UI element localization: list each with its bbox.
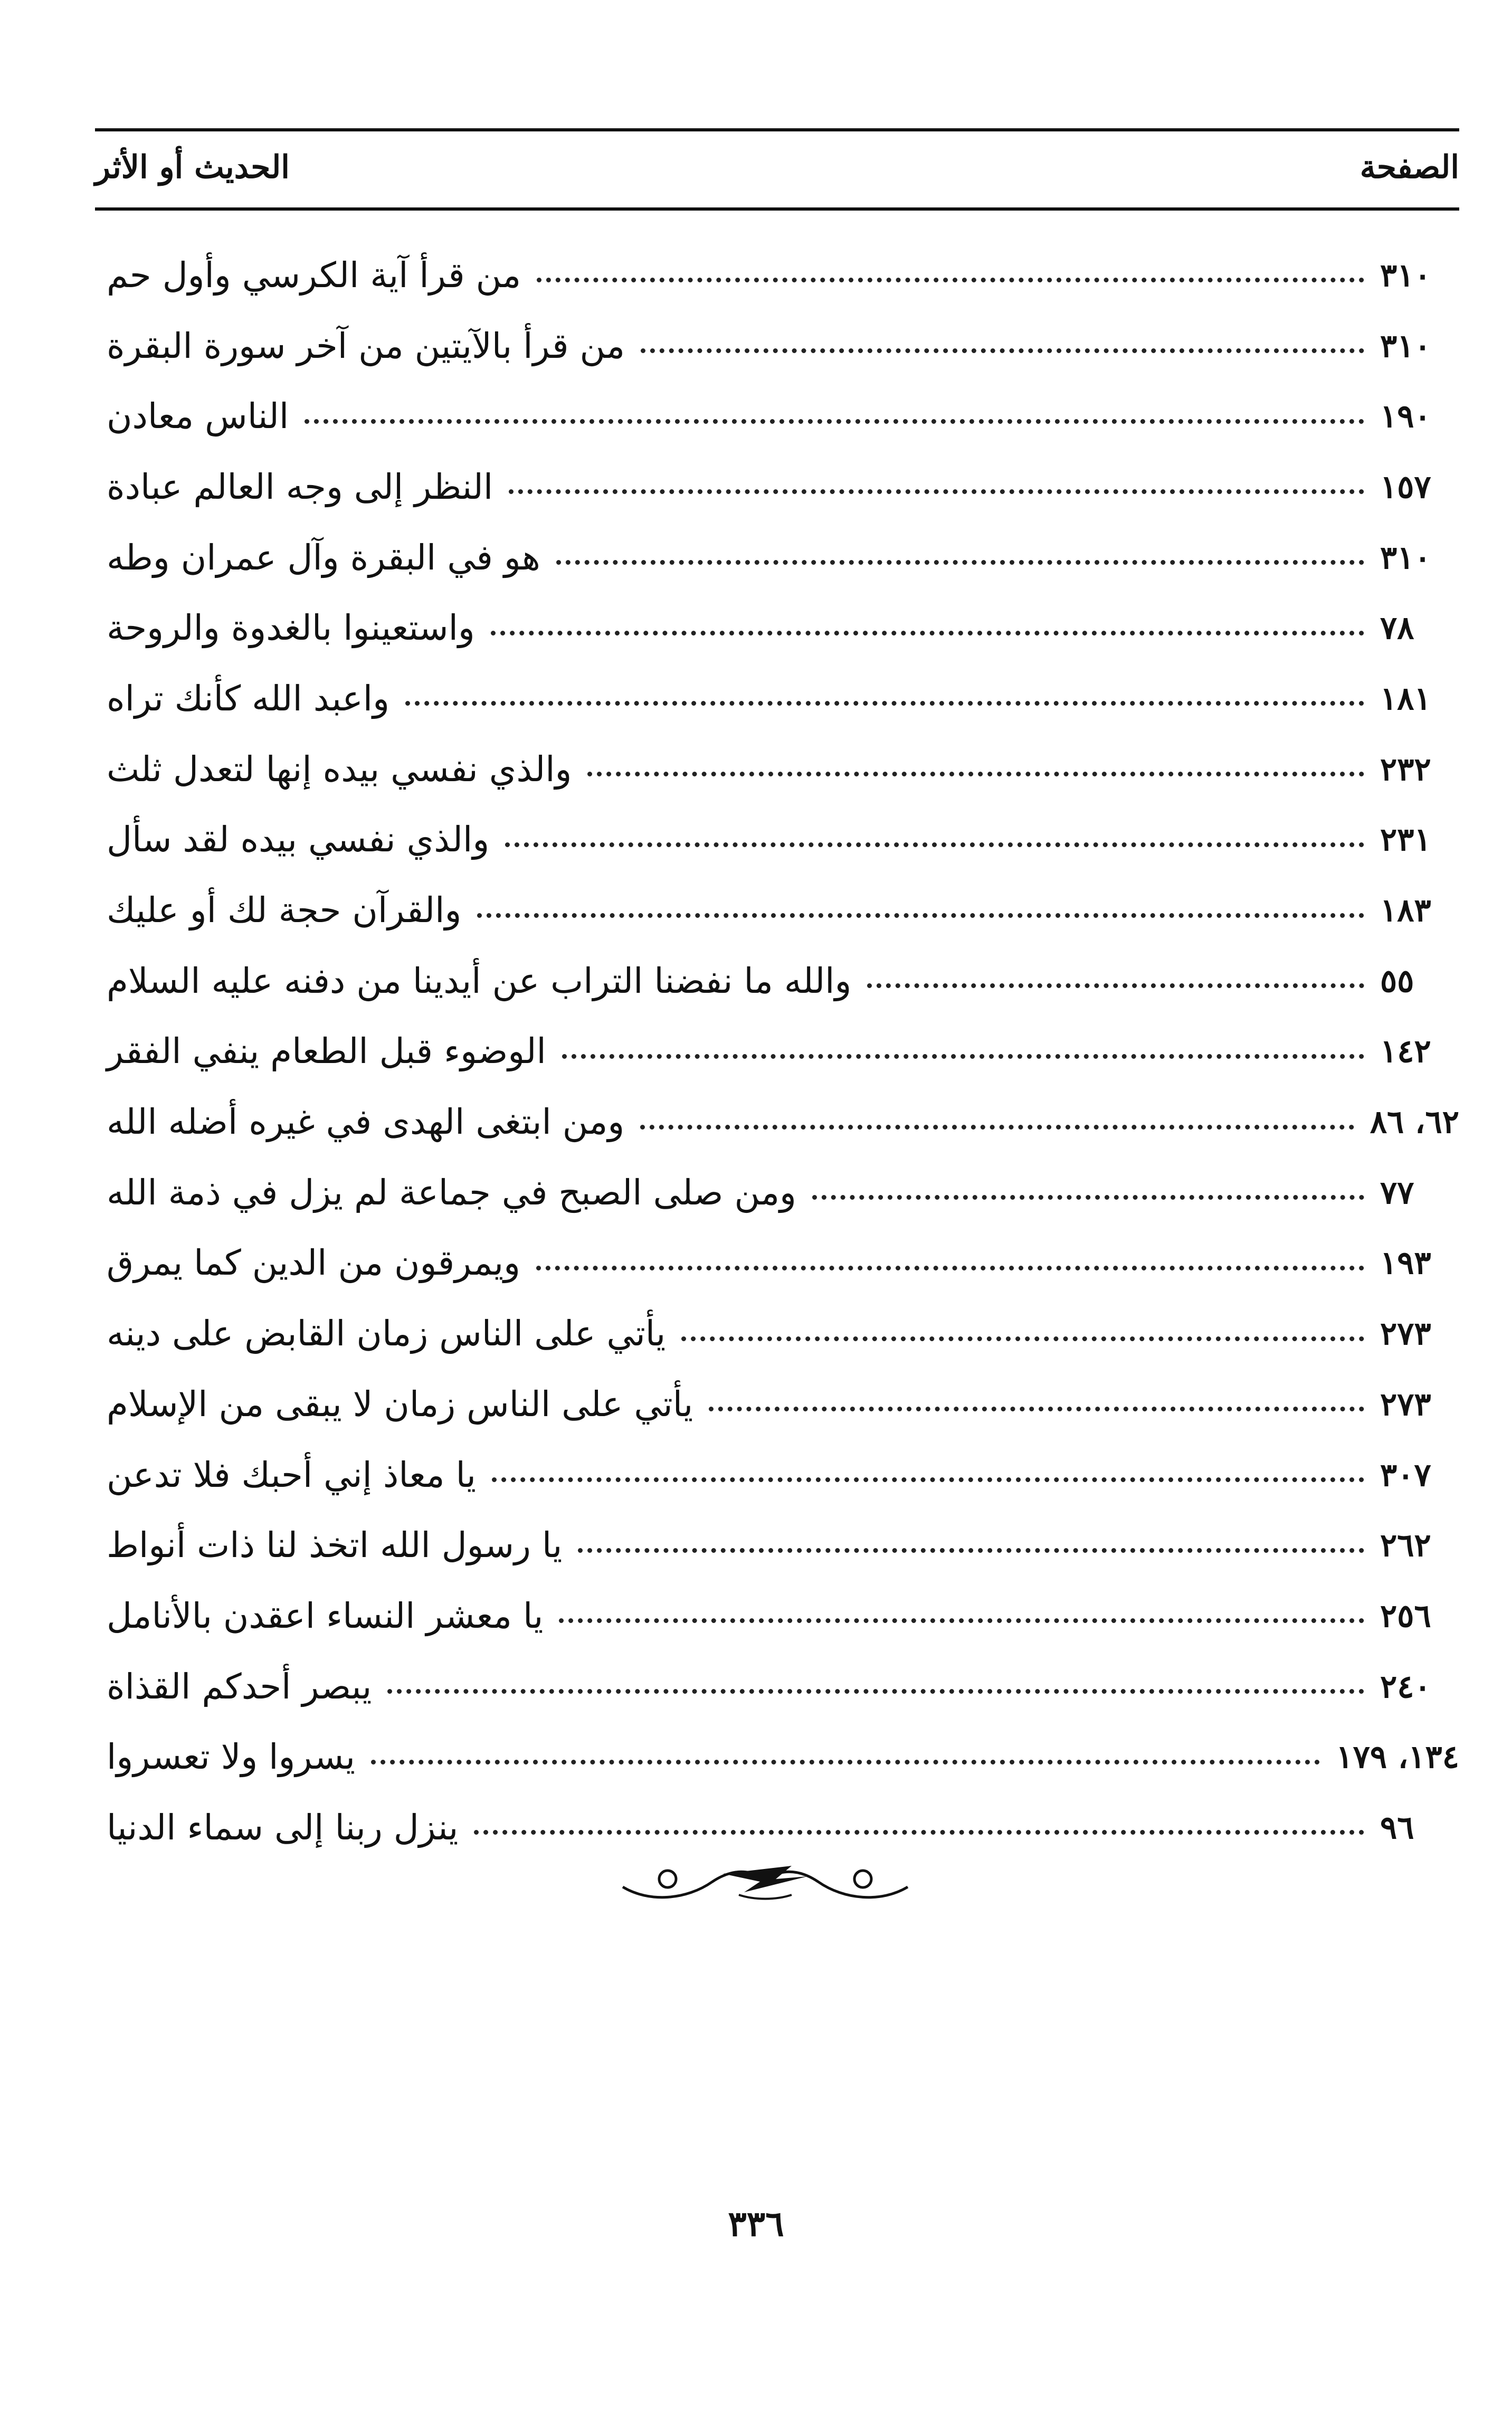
entry-page: ١٥٧ xyxy=(1380,468,1431,506)
dot-leader xyxy=(387,1689,1364,1694)
entry-text: واستعينوا بالغدوة والروحة xyxy=(107,608,475,649)
dot-leader xyxy=(505,842,1364,847)
dot-leader xyxy=(509,489,1364,494)
entry-text: ويمرقون من الدين كما يمرق xyxy=(107,1242,520,1284)
entry-text: والله ما نفضنا التراب عن أيدينا من دفنه عليه السلام xyxy=(107,960,852,1001)
entry-page: ١٤٢ xyxy=(1380,1033,1431,1070)
header-hadith-label: الحديث أو الأثر xyxy=(95,149,290,186)
entry-page: ١٩٣ xyxy=(1380,1245,1431,1282)
dot-leader xyxy=(641,348,1364,353)
entry-page: ٣٠٧ xyxy=(1380,1456,1431,1494)
index-header xyxy=(95,138,1459,196)
dot-leader xyxy=(492,1477,1364,1482)
entry-page: ٧٧ xyxy=(1380,1174,1414,1211)
index-entry xyxy=(95,875,1459,946)
entry-page: ٣١٠ xyxy=(1380,327,1431,365)
entry-text: ينزل ربنا إلى سماء الدنيا xyxy=(107,1807,459,1848)
dot-leader xyxy=(556,560,1364,565)
entry-text: الناس معادن xyxy=(107,396,289,437)
dot-leader xyxy=(405,701,1364,706)
entry-text: واعبد الله كأنك تراه xyxy=(107,678,389,719)
index-entry xyxy=(95,240,1459,311)
entry-text: والقرآن حجة لك أو عليك xyxy=(107,890,462,931)
entry-text: يا رسول الله اتخذ لنا ذات أنواط xyxy=(107,1525,563,1566)
entry-text: يا معاذ إني أحبك فلا تدعن xyxy=(107,1454,477,1495)
entry-text: والذي نفسي بيده إنها لتعدل ثلث xyxy=(107,748,572,790)
index-entry xyxy=(95,1581,1459,1652)
entry-text: من قرأ آية الكرسي وأول حم xyxy=(107,254,521,296)
entry-text: هو في البقرة وآل عمران وطه xyxy=(107,537,540,578)
index-entry xyxy=(95,311,1459,382)
index-entry xyxy=(95,452,1459,523)
entry-text: النظر إلى وجه العالم عبادة xyxy=(107,466,493,507)
entry-page: ٦٢، ٨٦ xyxy=(1370,1104,1459,1141)
index-entry xyxy=(95,1652,1459,1722)
entry-text: ومن صلى الصبح في جماعة لم يزل في ذمة الله xyxy=(107,1172,796,1213)
index-entry xyxy=(95,1228,1459,1299)
index-entry xyxy=(95,734,1459,805)
index-entry xyxy=(95,381,1459,452)
entry-text: والذي نفسي بيده لقد سأل xyxy=(107,819,490,860)
entry-page: ١٨٣ xyxy=(1380,892,1431,929)
index-entry xyxy=(95,1298,1459,1369)
dot-leader xyxy=(536,1266,1364,1270)
entry-page: ١٨١ xyxy=(1380,680,1431,717)
header-page-label: الصفحة xyxy=(1359,149,1459,186)
page-number: ٣٣٦ xyxy=(728,2203,784,2244)
entry-page: ٢٤٠ xyxy=(1380,1668,1431,1705)
entry-page: ٢٣٢ xyxy=(1380,751,1431,788)
index-entry xyxy=(95,1722,1459,1792)
entry-text: يأتي على الناس زمان لا يبقى من الإسلام xyxy=(107,1383,693,1425)
entry-text: الوضوء قبل الطعام ينفي الفقر xyxy=(107,1031,546,1072)
entry-page: ٢٧٣ xyxy=(1380,1386,1431,1423)
index-entry xyxy=(95,1369,1459,1440)
decorative-flourish xyxy=(617,1850,913,1908)
dot-leader xyxy=(537,278,1364,282)
entry-page: ٣١٠ xyxy=(1380,257,1431,294)
index-entry xyxy=(95,805,1459,876)
dot-leader xyxy=(562,1054,1364,1059)
entry-text: يبصر أحدكم القذاة xyxy=(107,1666,372,1707)
index-entry xyxy=(95,1017,1459,1087)
entry-text: يسروا ولا تعسروا xyxy=(107,1737,356,1778)
index-entry xyxy=(95,1440,1459,1511)
entry-page: ٣١٠ xyxy=(1380,539,1431,576)
entry-page: ١٩٠ xyxy=(1380,398,1431,435)
dot-leader xyxy=(578,1548,1364,1553)
dot-leader xyxy=(681,1336,1364,1341)
entry-page: ٥٥ xyxy=(1380,962,1414,1000)
index-entry xyxy=(95,1087,1459,1157)
entry-text: يا معشر النساء اعقدن بالأنامل xyxy=(107,1595,544,1636)
hadith-index-list xyxy=(95,240,1459,1863)
entry-text: ومن ابتغى الهدى في غيره أضله الله xyxy=(107,1102,625,1143)
dot-leader xyxy=(587,772,1364,776)
dot-leader xyxy=(474,1830,1364,1835)
header-bottom-rule xyxy=(95,207,1459,211)
header-top-rule xyxy=(95,128,1459,131)
dot-leader xyxy=(640,1125,1354,1130)
dot-leader xyxy=(305,419,1364,424)
entry-text: من قرأ بالآيتين من آخر سورة البقرة xyxy=(107,325,625,366)
dot-leader xyxy=(812,1195,1364,1200)
dot-leader xyxy=(371,1760,1320,1764)
index-entry xyxy=(95,523,1459,593)
dot-leader xyxy=(867,983,1364,988)
index-entry xyxy=(95,663,1459,734)
dot-leader xyxy=(709,1407,1364,1411)
entry-page: ٢٣١ xyxy=(1380,821,1431,859)
dot-leader xyxy=(559,1618,1364,1623)
index-entry xyxy=(95,593,1459,663)
entry-page: ٢٦٢ xyxy=(1380,1527,1431,1564)
entry-page: ٧٨ xyxy=(1380,610,1414,647)
dot-leader xyxy=(491,631,1364,635)
index-entry xyxy=(95,1157,1459,1228)
index-entry xyxy=(95,946,1459,1017)
index-entry xyxy=(95,1510,1459,1581)
entry-text: يأتي على الناس زمان القابض على دينه xyxy=(107,1313,666,1354)
entry-page: ٩٦ xyxy=(1380,1809,1414,1846)
entry-page: ٢٧٣ xyxy=(1380,1315,1431,1353)
entry-page: ٢٥٦ xyxy=(1380,1597,1431,1635)
entry-page: ١٣٤، ١٧٩ xyxy=(1336,1739,1459,1776)
dot-leader xyxy=(477,913,1364,918)
